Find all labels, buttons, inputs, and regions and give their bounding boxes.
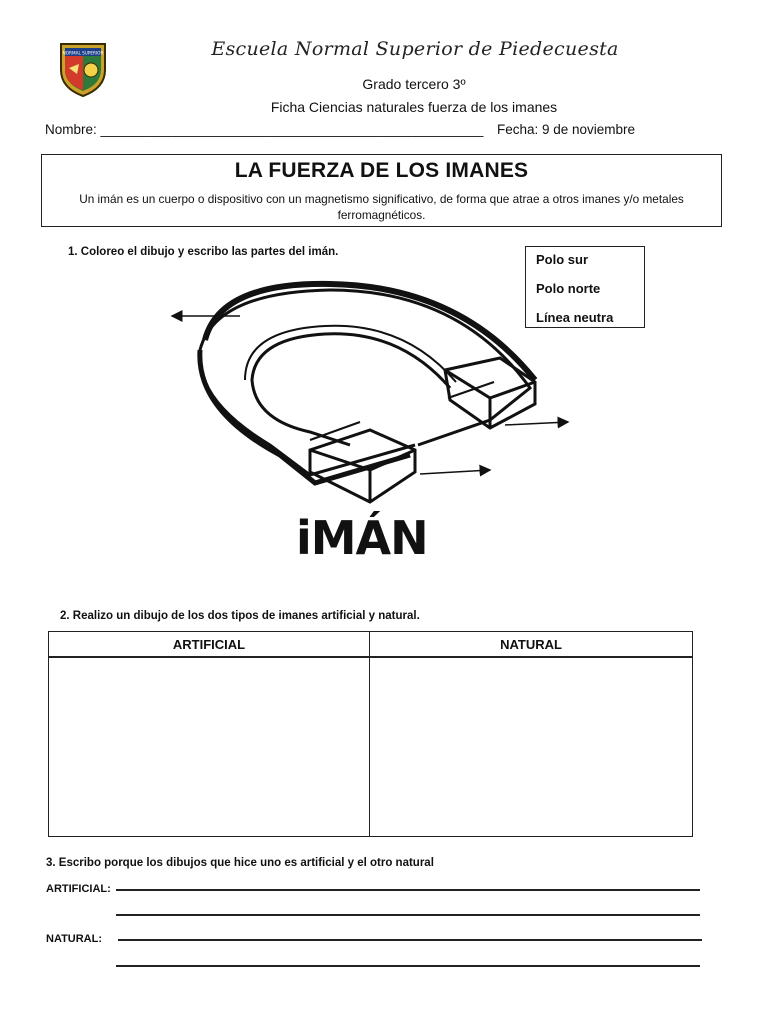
svg-text:iMÁN: iMÁN: [296, 511, 428, 564]
grade-label: Grado tercero 3º: [362, 76, 466, 92]
option-polo-sur: Polo sur: [536, 252, 589, 267]
name-field[interactable]: Nombre: ___________________________________________________: [45, 122, 484, 137]
natural-answer-line-1[interactable]: [118, 939, 702, 941]
school-name: Escuela Normal Superior de Piedecuesta: [211, 38, 619, 60]
natural-answer-label: NATURAL:: [46, 933, 103, 945]
artificial-drawing-area[interactable]: [50, 659, 368, 835]
name-date-row: [45, 122, 725, 137]
option-polo-norte: Polo norte: [536, 281, 601, 296]
question-1-prompt: 1. Coloreo el dibujo y escribo las partes del imán.: [68, 246, 339, 258]
natural-answer-line-2[interactable]: [116, 965, 700, 967]
page-title: LA FUERZA DE LOS IMANES: [234, 159, 529, 182]
artificial-answer-line-2[interactable]: [116, 914, 700, 916]
column-artificial: ARTIFICIAL: [49, 632, 369, 658]
column-natural: NATURAL: [370, 632, 692, 658]
intro-text: Un imán es un cuerpo o dispositivo con un magnetismo significativo, de forma que atrae a otros imanes y/o metales ferromagnéticos.: [79, 192, 684, 222]
question-3-prompt: 3. Escribo porque los dibujos que hice uno es artificial y el otro natural: [46, 857, 434, 869]
iman-caption: [292, 502, 472, 564]
artificial-answer-label: ARTIFICIAL:: [46, 883, 111, 895]
column-divider: [369, 632, 370, 836]
svg-text:NORMAL SUPERIOR: NORMAL SUPERIOR: [62, 50, 104, 56]
worksheet-subtitle: Ficha Ciencias naturales fuerza de los imanes: [270, 99, 558, 115]
option-linea-neutra: Línea neutra: [536, 310, 614, 325]
natural-drawing-area[interactable]: [371, 659, 691, 835]
intro-box: [41, 154, 722, 227]
date-label: Fecha: 9 de noviembre: [496, 122, 636, 137]
school-crest-logo: [55, 40, 111, 98]
drawing-table: [48, 631, 693, 837]
artificial-answer-line-1[interactable]: [116, 889, 700, 891]
question-2-prompt: 2. Realizo un dibujo de los dos tipos de imanes artificial y natural.: [60, 610, 420, 622]
